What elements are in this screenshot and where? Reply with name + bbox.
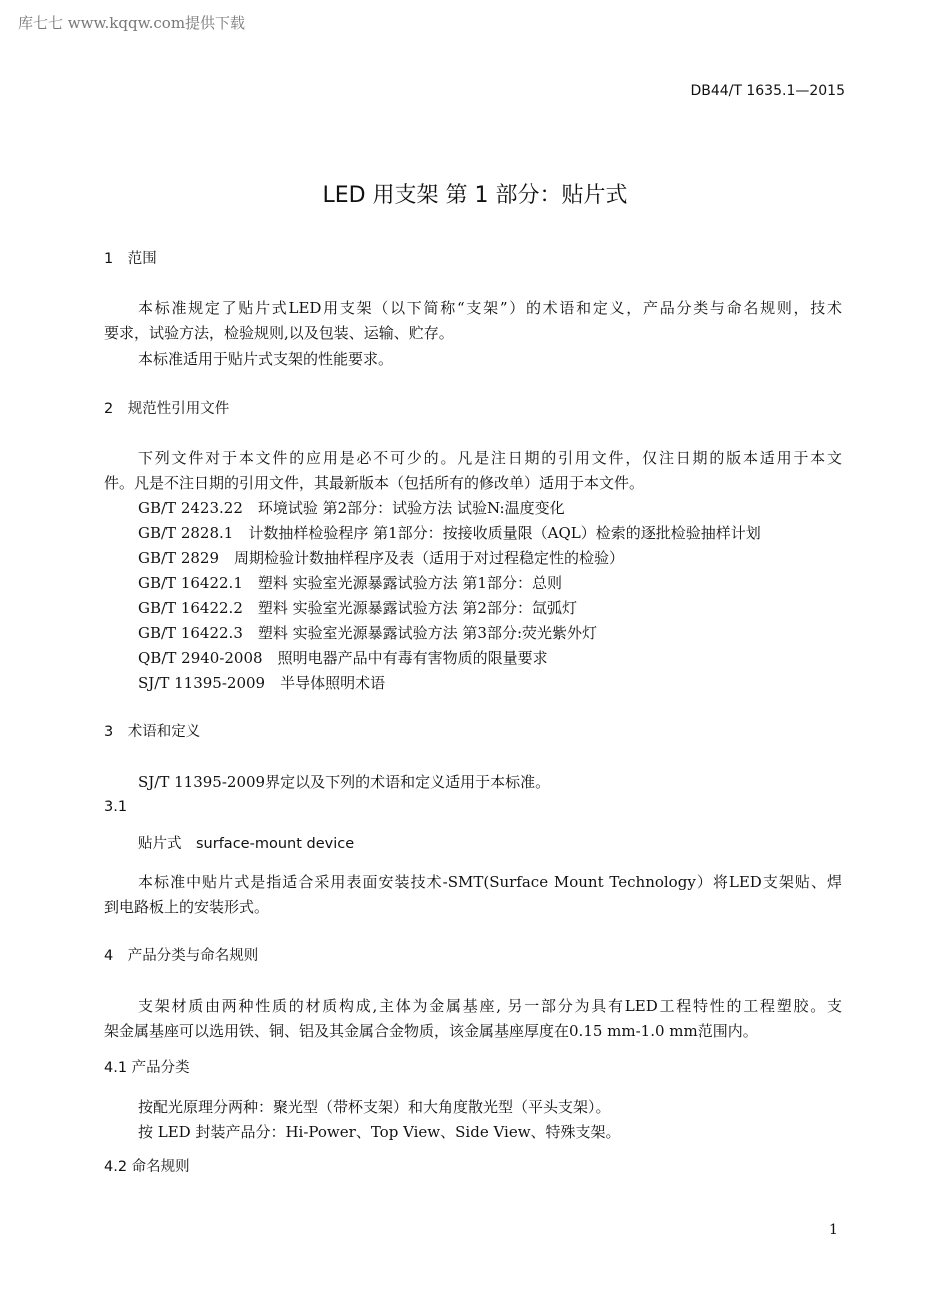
- section-heading: 4 产品分类与命名规则: [104, 948, 259, 964]
- paragraph-line: 按 LED 封装产品分：Hi-Power、Top View、Side View、特殊支架。: [138, 1123, 621, 1141]
- paragraph-line: SJ/T 11395-2009界定以及下列的术语和定义适用于本标准。: [138, 773, 551, 791]
- paragraph-line: 本标准规定了贴片式LED用支架（以下简称“支架”）的术语和定义，产品分类与命名规则，技术: [138, 299, 842, 317]
- paragraph-line: GB/T 16422.3 塑料 实验室光源暴露试验方法 第3部分:荧光紫外灯: [138, 624, 597, 642]
- watermark: 库七七 www.kqqw.com提供下载: [18, 14, 246, 32]
- paragraph-line: 要求，试验方法，检验规则,以及包装、运输、贮存。: [104, 324, 454, 342]
- paragraph-line: 本标准中贴片式是指适合采用表面安装技术-SMT(Surface Mount Technology）将LED支架贴、焊: [138, 873, 842, 891]
- paragraph-line: GB/T 16422.1 塑料 实验室光源暴露试验方法 第1部分：总则: [138, 574, 562, 592]
- paragraph-line: 到电路板上的安装形式。: [104, 898, 270, 916]
- section-heading: 2 规范性引用文件: [104, 401, 230, 417]
- section-heading: 3.1: [104, 799, 128, 815]
- paragraph-line: GB/T 2828.1 计数抽样检验程序 第1部分：按接收质量限（AQL）检索的逐批检验抽样计划: [138, 524, 761, 542]
- paragraph-line: GB/T 2829 周期检验计数抽样程序及表（适用于对过程稳定性的检验）: [138, 549, 625, 567]
- paragraph-line: GB/T 2423.22 环境试验 第2部分：试验方法 试验N:温度变化: [138, 499, 565, 517]
- term-entry: 贴片式 surface-mount device: [138, 836, 355, 852]
- document-code: DB44/T 1635.1—2015: [690, 83, 845, 99]
- page-number: 1: [829, 1222, 838, 1238]
- section-heading: 4.2 命名规则: [104, 1159, 190, 1175]
- paragraph-line: 本标准适用于贴片式支架的性能要求。: [138, 350, 394, 368]
- section-heading: 3 术语和定义: [104, 724, 201, 740]
- paragraph-line: 件。凡是不注日期的引用文件，其最新版本（包括所有的修改单）适用于本文件。: [104, 474, 645, 492]
- paragraph-line: 按配光原理分两种：聚光型（带杯支架）和大角度散光型（平头支架）。: [138, 1098, 611, 1116]
- section-heading: 1 范围: [104, 251, 157, 267]
- paragraph-line: SJ/T 11395-2009 半导体照明术语: [138, 674, 386, 692]
- section-heading: 4.1 产品分类: [104, 1060, 190, 1076]
- paragraph-line: 架金属基座可以选用铁、铜、铝及其金属合金物质，该金属基座厚度在0.15 mm-1.0 mm范围内。: [104, 1022, 758, 1040]
- paragraph-line: 下列文件对于本文件的应用是必不可少的。凡是注日期的引用文件，仅注日期的版本适用于本文: [138, 449, 842, 467]
- paragraph-line: 支架材质由两种性质的材质构成,主体为金属基座, 另一部分为具有LED工程特性的工程塑胶。支: [138, 997, 842, 1015]
- page-title: LED 用支架 第 1 部分：贴片式: [322, 183, 628, 208]
- paragraph-line: GB/T 16422.2 塑料 实验室光源暴露试验方法 第2部分：氙弧灯: [138, 599, 577, 617]
- paragraph-line: QB/T 2940-2008 照明电器产品中有毒有害物质的限量要求: [138, 649, 548, 667]
